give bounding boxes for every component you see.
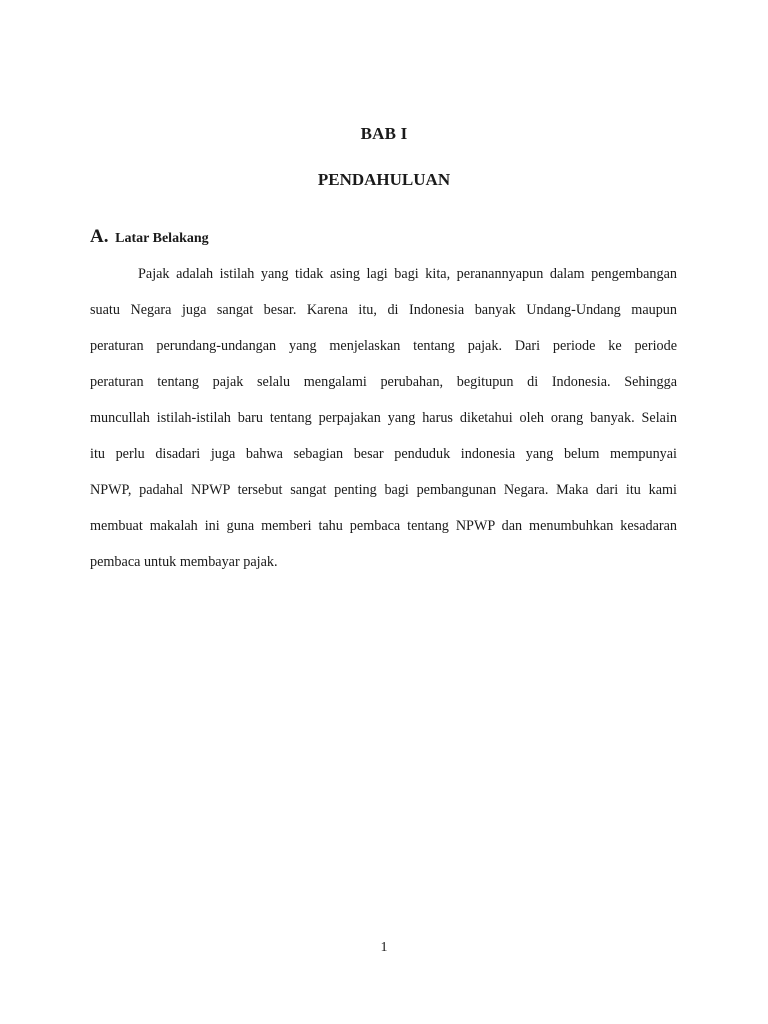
paragraph-line: NPWP, padahal NPWP tersebut sangat penting bagi pembangunan Negara. Maka dari itu kami bbox=[90, 482, 677, 498]
chapter-number: BAB I bbox=[360, 124, 408, 143]
paragraph-line: peraturan perundang-undangan yang menjelaskan tentang pajak. Dari periode ke periode bbox=[90, 338, 677, 354]
paragraph-line: Pajak adalah istilah yang tidak asing lagi bagi kita, peranannyapun dalam pengembangan bbox=[138, 266, 677, 282]
section-heading bbox=[90, 226, 209, 248]
section-letter: A. bbox=[90, 226, 109, 247]
chapter-title: PENDAHULUAN bbox=[317, 170, 451, 189]
section-title: Latar Belakang bbox=[115, 231, 209, 246]
paragraph-line: itu perlu disadari juga bahwa sebagian besar penduduk indonesia yang belum mempunyai bbox=[90, 446, 677, 462]
paragraph-line: peraturan tentang pajak selalu mengalami perubahan, begitupun di Indonesia. Sehingga bbox=[90, 374, 677, 390]
paragraph-line: membuat makalah ini guna memberi tahu pembaca tentang NPWP dan menumbuhkan kesadaran bbox=[90, 518, 677, 534]
paragraph-line: pembaca untuk membayar pajak. bbox=[90, 554, 278, 570]
paragraph-line: suatu Negara juga sangat besar. Karena itu, di Indonesia banyak Undang-Undang maupun bbox=[90, 302, 677, 318]
page-number: 1 bbox=[380, 940, 388, 955]
body-paragraph bbox=[90, 262, 677, 586]
paragraph-line: muncullah istilah-istilah baru tentang perpajakan yang harus diketahui oleh orang banyak. Selain bbox=[90, 410, 677, 426]
